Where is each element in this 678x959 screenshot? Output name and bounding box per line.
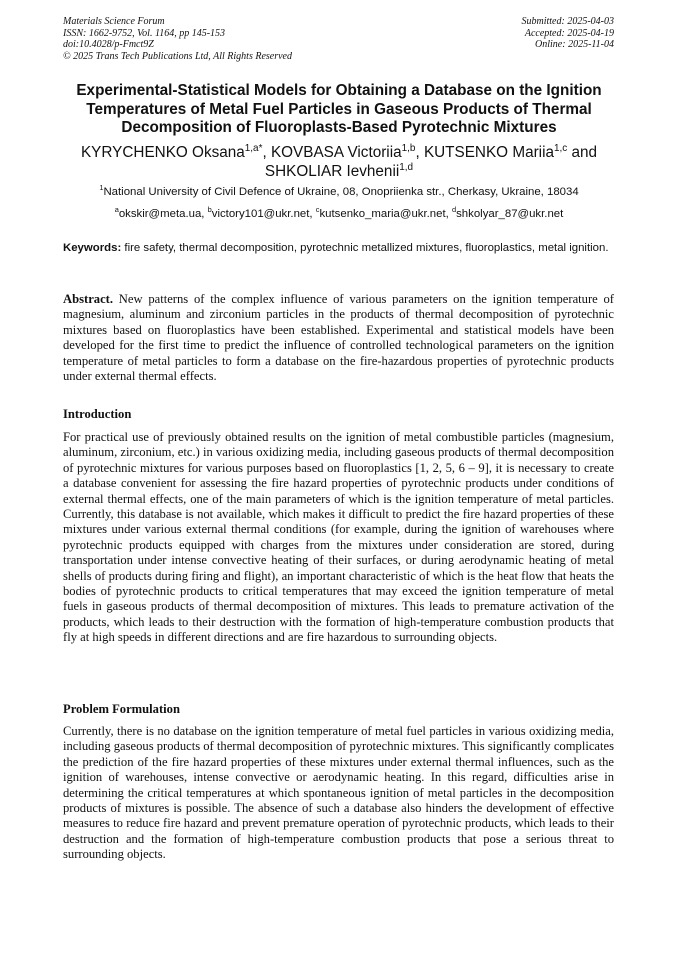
doi: doi:10.4028/p-Fmct9Z <box>63 39 154 51</box>
author-name: SHKOLIAR Ievhenii <box>264 162 400 180</box>
email-list <box>40 207 638 221</box>
author-name: KYRYCHENKO Oksana <box>80 144 245 161</box>
author-list <box>50 144 628 181</box>
email-address: okskir@meta.ua <box>118 208 202 220</box>
journal-name: Materials Science Forum <box>63 16 165 27</box>
problem-heading: Problem Formulation <box>63 702 180 716</box>
author-sep: and <box>567 144 598 161</box>
author-sup: 1,a* <box>244 142 263 154</box>
author-sup: 1,b <box>401 142 416 154</box>
abstract-text: New patterns of the complex influence of various parameters on the ignition temperature of magnesium, aluminum and zirconium particles in the products of thermal decomposition of pyrotechnic mixtures based on fluoroplastics have been established. Experimental and statistical models have been developed for the first time to predict the influence of controlled technological parameters on the ignition temperature of metal particles to form a database on the fire-hazardous properties of pyrotechnic products under external thermal effects. <box>63 292 614 384</box>
author-name: KOVBASA Victoriia <box>270 144 402 161</box>
author-sup: 1,c <box>553 142 568 154</box>
issn: ISSN: 1662-9752, Vol. 1164, pp 145-153 <box>63 27 226 39</box>
author-sep: , <box>415 144 424 161</box>
dates-info <box>522 16 615 51</box>
author-sup: 1,d <box>399 161 414 173</box>
paper-title: Experimental-Statistical Models for Obtaining a Database on the Ignition Temperatures of Metal Fuel Particles in Gaseous Products of Thermal Decomposition of Fluoroplasts-Based Pyrotechnic Mixtures <box>76 82 602 136</box>
submitted-date: Submitted: 2025-04-03 <box>521 16 614 27</box>
email-sup: c <box>315 205 320 215</box>
introduction-heading: Introduction <box>63 407 132 421</box>
abstract-label: Abstract. <box>63 292 114 306</box>
introduction-body: For practical use of previously obtained results on the ignition of metal combustible particles (magnesium, aluminum, zirconium, etc.) in various oxidizing media, including gaseous products of thermal decomposition of pyrotechnic mixtures for various purposes based on fluoroplastics [1, 2, 5, 6 – 9], it is necessary to create a database convenient for assessing the fire hazard properties of pyrotechnic products under conditions of external thermal effects, one of the main parameters of which is the ignition temperature of metal particles. Currently, this database is not available, which makes it difficult to predict the fire hazard properties of these mixtures under various external thermal conditions (for example, during the ignition of warehouses where pyrotechnic products equipped with charges from the mixtures under consideration are stored, during transportation under intense convective heating of their surfaces, or during aerodynamic heating of metal shells of products during firing and flight), an important characteristic of which is the heat flow that heats the bodies of pyrotechnic products to critical temperatures that may exceed the ignition temperature of metal fuels in gaseous products of thermal decomposition of mixtures. This leads to premature activation of the products, which leads to their destruction with the formation of high-temperature combustion products that fly at high speeds in different directions and are fire hazardous to surrounding objects. <box>63 430 614 645</box>
abstract <box>63 292 614 384</box>
email-sup: a <box>114 205 119 215</box>
email-sep: , <box>445 208 452 220</box>
affiliation-text: National University of Civil Defence of Ukraine, 08, Onopriienka str., Cherkasy, Ukraine, 18034 <box>103 186 579 198</box>
email-address: kutsenko_maria@ukr.net <box>319 208 446 220</box>
copyright: © 2025 Trans Tech Publications Ltd, All Rights Reserved <box>63 50 292 62</box>
keywords-label: Keywords: <box>63 242 122 254</box>
email-address: victory101@ukr.net <box>211 208 310 220</box>
author-name: KUTSENKO Mariia <box>423 144 554 161</box>
journal-info <box>63 16 292 62</box>
email-sup: b <box>207 205 212 215</box>
email-address: shkolyar_87@ukr.net <box>456 208 564 220</box>
author-sep: , <box>262 144 271 161</box>
email-sep: , <box>309 208 316 220</box>
email-sep: , <box>201 208 208 220</box>
affiliation <box>40 185 638 199</box>
problem-body: Currently, there is no database on the ignition temperature of metal fuel particles in various oxidizing media, including gaseous products of thermal decomposition of pyrotechnic mixtures. This significantly complicates the prediction of the fire hazard properties of these mixtures under external thermal influences, such as the ignition of warehouses, intense convective or aerodynamic heating. In this regard, difficulties arise in determining the critical temperatures at which spontaneous ignition of metal particles in the decomposition products of mixtures is possible. The absence of such a database also hinders the development of effective measures to reduce fire hazard and prevent premature operation of pyrotechnic products, which leads to their destruction and the formation of high-temperature combustion products that pose a serious threat to surrounding objects. <box>63 724 614 862</box>
affiliation-sup: 1 <box>99 183 104 193</box>
keywords <box>63 241 614 256</box>
email-sup: d <box>451 205 457 215</box>
accepted-date: Accepted: 2025-04-19 <box>524 27 614 39</box>
online-date: Online: 2025-11-04 <box>535 39 614 51</box>
keywords-text: fire safety, thermal decomposition, pyrotechnic metallized mixtures, fluoroplastics, metal ignition. <box>121 242 609 254</box>
